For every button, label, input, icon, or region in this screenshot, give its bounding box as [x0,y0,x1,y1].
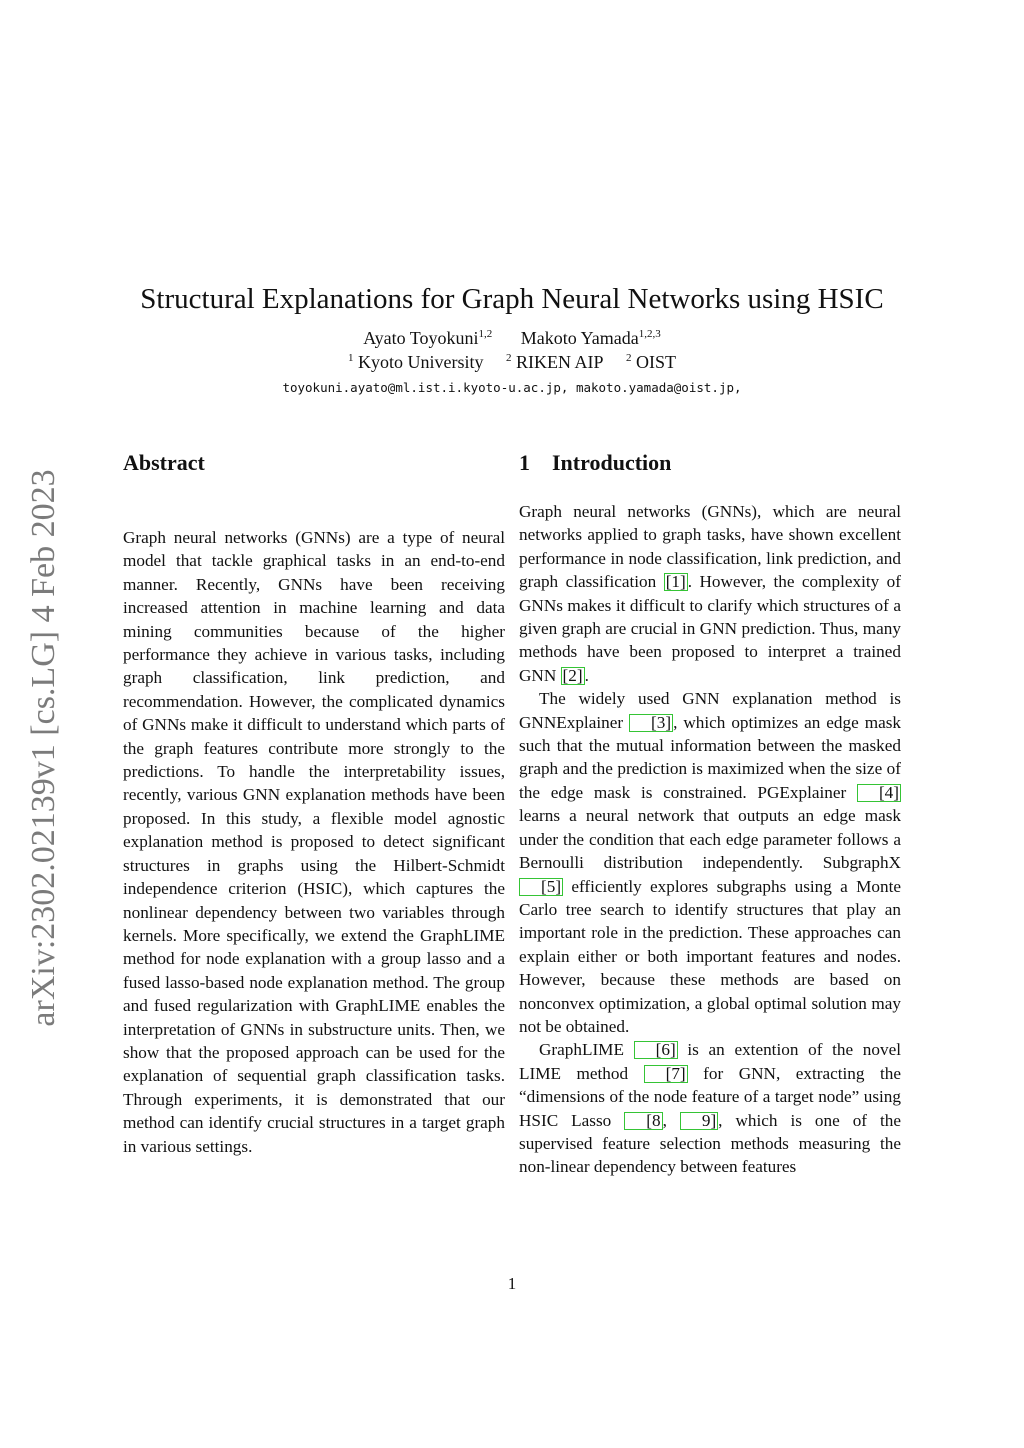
author-emails: toyokuni.ayato@ml.ist.i.kyoto-u.ac.jp, makoto.yamada@oist.jp, [282,380,742,395]
affiliation-2: $^2$ RIKEN AIP [505,352,604,372]
author-1 [363,328,492,349]
citation-link[interactable]: [7] [644,1065,688,1083]
citation-link[interactable]: [5] [519,878,563,896]
author-1-affil-sup: 1,2 [478,328,493,340]
citation-link[interactable]: [4] [857,784,901,802]
citation-link[interactable]: [6] [634,1041,678,1059]
arxiv-sidebar [22,458,66,1038]
arxiv-identifier: arXiv:2302.02139v1 [cs.LG] 4 Feb 2023 [25,469,62,1027]
page-number: 1 [507,1274,517,1293]
citation-link[interactable]: [1] [665,572,686,592]
abstract-text: Graph neural networks (GNNs) are a type of neural model that tackle graphical tasks in an end-to-end manner. Recently, GNNs have been receiving increased attention in machine learning and data mining communities because of the higher performance they achieve in various tasks, including graph classification, link prediction, and recommendation. However, the complicated dynamics of GNNs make it difficult to understand which parts of the graph features contribute more strongly to the predictions. To handle the interpretability issues, recently, various GNN explanation methods have been proposed. In this study, a flexible model agnostic explanation method is proposed to detect significant structures in graphs using the Hilbert-Schmidt independence criterion (HSIC), which captures the nonlinear dependency between two variables through kernels. More specifically, we extend the GraphLIME method for node explanation with a group lasso and a fused lasso-based node explanation method. The group and fused regularization with GraphLIME enables the interpretation of GNNs in substructure units. Then, we show that the proposed approach can be used for the explanation of sequential graph classification tasks. Through experiments, it is demonstrated that our method can identify crucial structures in a target graph in various settings. [123,528,505,1156]
author-2-name: Makoto Yamada [520,328,639,348]
intro-paragraph-1: Graph neural networks (GNNs), which are neural networks applied to graph tasks, have shown excellent performance in node classification, link prediction, and graph classification [1] . However, the complexity of GNNs makes it difficult to clarify which structures of a given graph are crucial in GNN prediction. Thus, many methods have been proposed to interpret a trained GNN [2] . [519,502,901,685]
introduction-body [519,500,901,1179]
citation-link[interactable]: [3] [629,714,673,732]
citation-link[interactable]: [8 [624,1112,662,1130]
intro-paragraph-2: The widely used GNN explanation method is GNNExplainer [3] , which optimizes an edge mask such that the mutual information between the masked graph and the prediction is maximized when the size of the edge mask is constrained. PGExplainer [4] learns a neural network that outputs an edge mask under the condition that each edge parameter follows a Bernoulli distribution independently. SubgraphX [5] efficiently explores subgraphs using a Monte Carlo tree search to identify structures that play an important role in the prediction. These approaches can explain either or both important features and nodes. However, because these methods are based on nonconvex optimization, a global optimal solution may not be obtained. [519,689,901,1036]
author-1-name: Ayato Toyokuni [363,328,479,348]
affiliation-3: $^2$ OIST [626,352,676,372]
abstract-heading: Abstract [123,450,205,475]
paper-title: Structural Explanations for Graph Neural Networks using HSIC [140,283,884,316]
intro-paragraph-3: GraphLIME [6] is an extention of the novel LIME method [7] for GNN, extracting the “dimensions of the node feature of a target node” using HSIC Lasso [8 , 9] , which is one of the supervised feature selection methods measuring the non-linear dependency between features [519,1040,901,1177]
author-2 [521,328,661,349]
author-list [0,328,1024,349]
affiliation-list [0,352,1024,373]
abstract-section [123,450,505,1158]
author-2-affil-sup: 1,2,3 [638,328,661,340]
introduction-heading: 1 Introduction [519,450,672,475]
introduction-section [519,450,901,1179]
citation-link[interactable]: 9] [680,1112,718,1130]
citation-link[interactable]: [2] [562,665,583,685]
affiliation-1: $^1$ Kyoto University [347,352,484,372]
